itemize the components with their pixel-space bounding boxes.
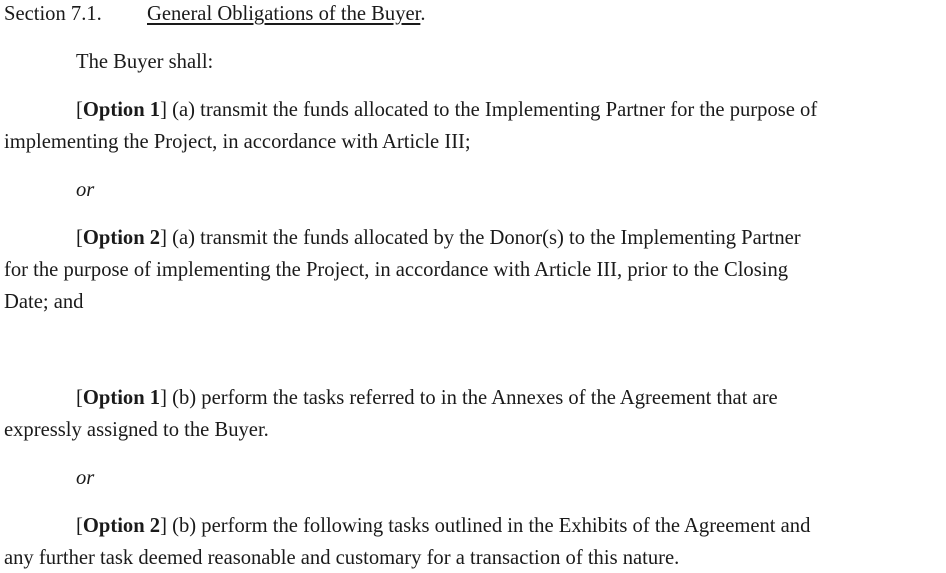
paragraph-option-1b-line-1: [76, 386, 778, 410]
option-bracket-close: ]: [160, 227, 167, 249]
option-label: Option 2: [82, 515, 161, 537]
paragraph-option-1a-line-2: implementing the Project, in accordance with Article III;: [4, 131, 471, 153]
paragraph-text: (b) perform the following tasks outlined in the Exhibits of the Agreement and: [172, 515, 811, 537]
option-bracket-close: ]: [160, 387, 167, 409]
paragraph-option-1b-line-2: expressly assigned to the Buyer.: [4, 419, 269, 441]
option-label: Option 1: [82, 387, 161, 409]
or-separator: or: [76, 467, 95, 489]
option-bracket-open: [: [76, 227, 83, 249]
intro-text: The Buyer shall:: [76, 51, 214, 73]
paragraph-option-2a-line-1: [76, 226, 801, 250]
or-separator: or: [76, 179, 95, 201]
option-bracket-open: [: [76, 99, 83, 121]
option-bracket-open: [: [76, 515, 83, 537]
paragraph-text: (a) transmit the funds allocated to the Implementing Partner for the purpose of: [172, 99, 818, 121]
paragraph-text: (b) perform the tasks referred to in the Annexes of the Agreement that are: [172, 387, 778, 409]
section-heading: [4, 2, 426, 26]
option-label: Option 2: [82, 227, 161, 249]
option-label: Option 1: [82, 99, 161, 121]
paragraph-option-2b-line-2: any further task deemed reasonable and customary for a transaction of this nature.: [4, 547, 680, 569]
option-bracket-close: ]: [160, 515, 167, 537]
section-title-suffix: .: [420, 3, 426, 25]
paragraph-text: (a) transmit the funds allocated by the Donor(s) to the Implementing Partner: [172, 227, 801, 249]
paragraph-option-2a-line-2: for the purpose of implementing the Project, in accordance with Article III, prior to the Closing: [4, 259, 789, 281]
section-title: General Obligations of the Buyer: [147, 3, 421, 25]
paragraph-option-2a-line-3: Date; and: [4, 291, 84, 313]
section-number: Section 7.1.: [4, 3, 102, 25]
option-bracket-close: ]: [160, 99, 167, 121]
paragraph-option-2b-line-1: [76, 514, 810, 538]
option-bracket-open: [: [76, 387, 83, 409]
paragraph-option-1a-line-1: [76, 98, 817, 122]
